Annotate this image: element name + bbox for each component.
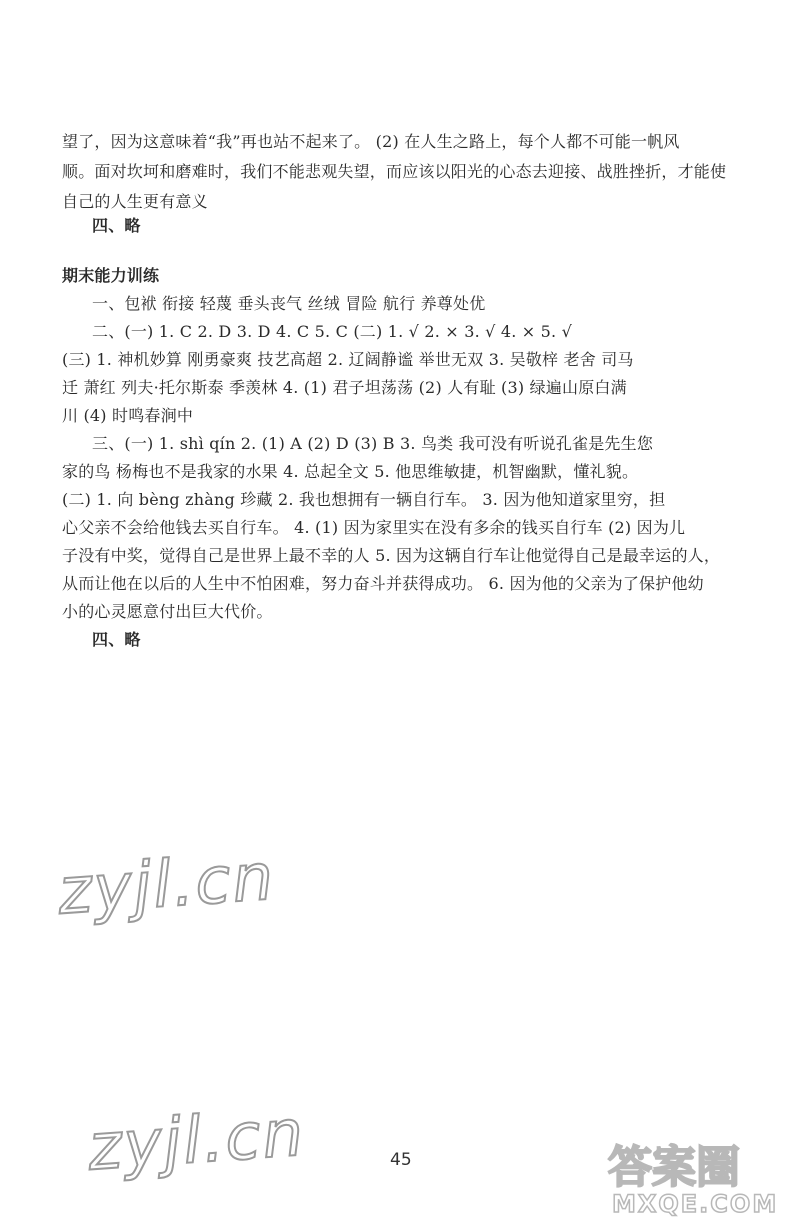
text-line-14: 心父亲不会给他钱去买自行车。 4. (1) 因为家里实在没有多余的钱买自行车 (2) 因为儿 <box>62 518 686 537</box>
watermark-logo: zyjl.cn <box>85 1096 308 1186</box>
stamp-brand-text: 答案圈 <box>608 1142 740 1193</box>
section-heading-four-a: 四、略 <box>92 216 141 235</box>
text-line-15: 子没有中奖，觉得自己是世界上最不幸的人 5. 因为这辆自行车让他觉得自己是最幸运的人， <box>62 546 721 565</box>
text-line-10: 川 (4) 时鸣春涧中 <box>62 406 194 425</box>
text-line-7: 二、(一) 1. C 2. D 3. D 4. C 5. C (二) 1. √ 2. × 3. √ 4. × 5. √ <box>92 322 573 341</box>
text-line-16: 从而让他在以后的人生中不怕困难，努力奋斗并获得成功。 6. 因为他的父亲为了保护他幼 <box>62 574 704 593</box>
text-line-1: 望了，因为这意味着“我”再也站不起来了。 (2) 在人生之路上，每个人都不可能一帆风 <box>62 132 680 151</box>
stamp-logo <box>598 1130 788 1218</box>
text-line-11: 三、(一) 1. shì qín 2. (1) A (2) D (3) B 3. 鸟类 我可没有听说孔雀是先生您 <box>92 434 654 453</box>
stamp-url-text: MXQE.COM <box>612 1190 779 1218</box>
text-line-6: 一、包袱 衔接 轻蔑 垂头丧气 丝绒 冒险 航行 养尊处优 <box>92 294 486 313</box>
text-line-2: 顺。面对坎坷和磨难时，我们不能悲观失望，而应该以阳光的心态去迎接、战胜挫折，才能使 <box>62 162 727 181</box>
section-title-final-training: 期末能力训练 <box>62 266 160 285</box>
section-heading-four-b: 四、略 <box>92 630 141 649</box>
watermark-logo: zyjl.cn <box>55 840 278 930</box>
text-line-8: (三) 1. 神机妙算 刚勇豪爽 技艺高超 2. 辽阔静谧 举世无双 3. 吴敬梓 老舍 司马 <box>62 350 634 369</box>
text-line-13: (二) 1. 向 bèng zhàng 珍藏 2. 我也想拥有一辆自行车。 3. 因为他知道家里穷，担 <box>62 490 666 509</box>
text-line-12: 家的鸟 杨梅也不是我家的水果 4. 总起全文 5. 他思维敏捷，机智幽默，懂礼貌。 <box>62 462 639 481</box>
text-line-17: 小的心灵愿意付出巨大代价。 <box>62 602 273 621</box>
page-number: 45 <box>390 1150 412 1170</box>
text-line-9: 迁 萧红 列夫·托尔斯泰 季羡林 4. (1) 君子坦荡荡 (2) 人有耻 (3) 绿遍山原白满 <box>62 378 627 397</box>
text-line-3: 自己的人生更有意义 <box>62 192 208 211</box>
